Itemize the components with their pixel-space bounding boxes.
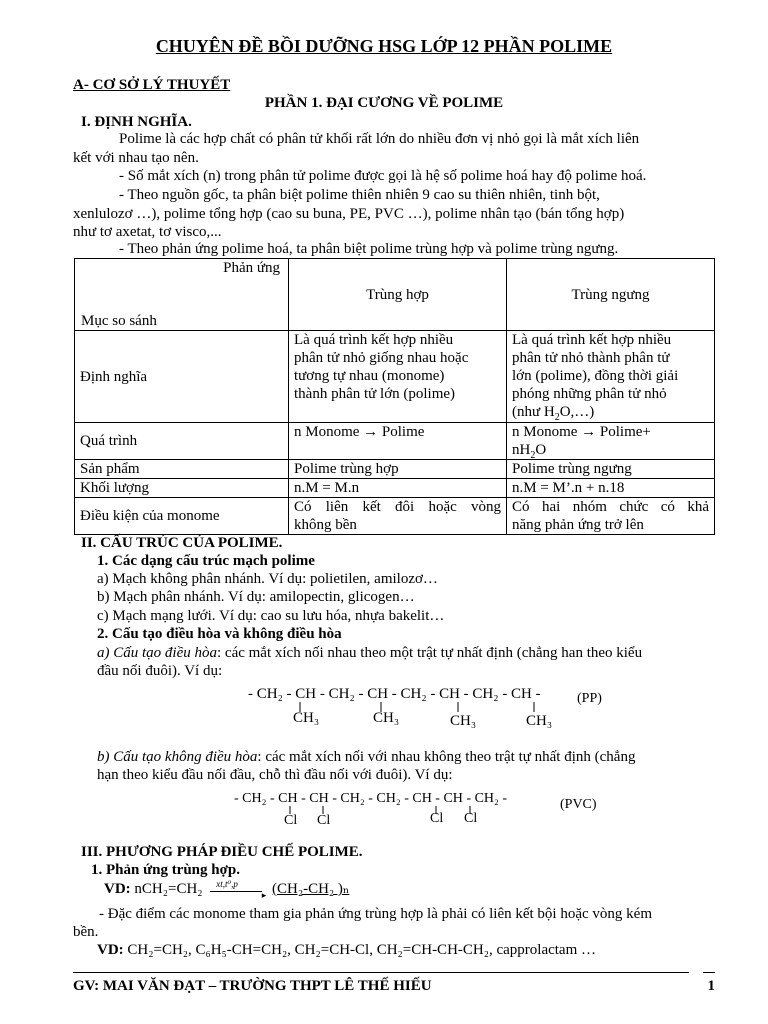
polymerization-example-1 (104, 880, 484, 906)
structure-item-linear: a) Mạch không phân nhánh. Ví dụ: polietilen, amilozơ… (97, 571, 438, 587)
cell-line: Là quá trình kết hợp nhiều (512, 332, 672, 348)
pvc-chain: - CH₂ - CH - CH - CH₂ - CH₂ - CH - CH - CH₂ - (234, 791, 508, 806)
regular-structure-line1 (97, 644, 739, 663)
irregular-structure-line1 (97, 748, 739, 767)
reaction-conditions: xt,t⁰,p (216, 879, 238, 889)
monomer-addition-cell (289, 498, 507, 535)
definition-addition-cell (289, 331, 507, 423)
structure-subheading-1: 1. Các dạng cấu trúc mạch polime (97, 553, 315, 569)
cell-line: phân tử nhỏ giống nhau hoặc (294, 350, 469, 366)
pvc-chlorine-2: Cl (317, 813, 331, 828)
arrow-shaft (210, 891, 262, 892)
example-label: VD: (97, 942, 124, 958)
corner-label-reaction: Phản ứng (223, 260, 280, 276)
pp-methyl-1: CH₃ (293, 710, 320, 726)
regular-structure-line2: đầu nối đuôi). Ví dụ: (97, 663, 223, 679)
pvc-structure-formula (226, 786, 626, 832)
pp-methyl-3: CH₃ (450, 713, 477, 729)
definition-condensation-cell (507, 331, 715, 423)
column-header-addition: Trùng hợp (289, 259, 507, 331)
document-title: CHUYÊN ĐỀ BỒI DƯỠNG HSG LỚP 12 PHẦN POLIME (155, 36, 613, 56)
pvc-chlorine-3: Cl (430, 811, 444, 826)
structure-subheading-2: 2. Cấu tạo điều hòa và không điều hòa (97, 626, 342, 642)
subscript: 2 (530, 450, 536, 461)
irregular-term: b) Cấu tạo không điều hòa (97, 749, 258, 765)
regular-description: : các mắt xích nối nhau theo một trật tự nhất định (chẳng han theo kiểu (217, 645, 643, 661)
monomer-condition-note-line2: bền. (73, 924, 99, 940)
pp-chain: - CH₂ - CH - CH₂ - CH - CH₂ - CH - CH₂ - CH - (248, 686, 541, 702)
reaction-classification-line: - Theo phản ứng polime hoá, ta phân biệt polime trùng hợp và polime trùng ngưng. (119, 241, 619, 257)
cell-line: tương tự nhau (monome) (294, 368, 445, 384)
cell-line: phân tử nhỏ thành phân tử (512, 350, 670, 366)
monomer-condition-note-line1: - Đặc điểm các monome tham gia phản ứng trùng hợp là phải có liên kết bội hoặc vòng kém (99, 906, 652, 922)
cell-line: Có liên kết đôi hoặc vòng (294, 499, 501, 515)
cell-line: thành phân tử lớn (polime) (294, 386, 456, 402)
mass-condensation-cell: n.M = M’.n + n.18 (507, 479, 715, 498)
column-header-condensation: Trùng ngưng (507, 259, 715, 331)
product-polyethylene: (CH₂-CH₂ )ₙ (272, 881, 350, 897)
table-row (75, 498, 715, 535)
pvc-chlorine-4: Cl (464, 811, 478, 826)
product-addition-cell: Polime trùng hợp (289, 460, 507, 479)
footer-divider-page (703, 972, 715, 973)
pp-methyl-4: CH₃ (526, 713, 553, 729)
table-row (75, 460, 715, 479)
row-label-product: Sản phẩm (75, 460, 289, 479)
subscript: 2 (554, 412, 560, 423)
cell-line: Là quá trình kết hợp nhiều (294, 332, 454, 348)
row-label-monomer-condition: Điều kiện của monome (75, 498, 289, 535)
origin-classification-line3: như tơ axetat, tơ visco,... (73, 224, 222, 240)
structure-heading: II. CẤU TRÚC CỦA POLIME. (81, 535, 283, 551)
origin-classification-line1: - Theo nguồn gốc, ta phân biệt polime thiên nhiên 9 cao su thiên nhiên, tinh bột, (119, 187, 600, 203)
table-row (75, 423, 715, 460)
cell-line: phóng những phân tử nhỏ (512, 386, 667, 402)
cell-line: n Monome → Polime+ (512, 424, 651, 440)
cell-line (512, 403, 709, 421)
table-corner-cell (75, 259, 289, 331)
structure-item-branched: b) Mạch phân nhánh. Ví dụ: amilopectin, glicogen… (97, 589, 415, 605)
definition-heading: I. ĐỊNH NGHĨA. (81, 114, 192, 130)
cell-text: O,…) (559, 404, 595, 420)
table-row (75, 479, 715, 498)
monomer-condensation-cell (507, 498, 715, 535)
pp-branch-bonds (300, 702, 534, 712)
cell-line: Có hai nhóm chức có khả (512, 499, 709, 515)
row-label-mass: Khối lượng (75, 479, 289, 498)
cell-line: năng phản ứng trở lên (512, 517, 644, 533)
irregular-description: : các mắt xích nối với nhau không theo trật tự nhất định (chẳng (257, 749, 636, 765)
cell-text: nH (512, 442, 531, 458)
preparation-heading: III. PHƯƠNG PHÁP ĐIỀU CHẾ POLIME. (81, 844, 363, 860)
structure-item-network: c) Mạch mạng lưới. Ví dụ: cao su lưu hóa, nhựa bakelit… (97, 608, 445, 624)
arrow-head: ▸ (261, 890, 267, 900)
monomer-examples: CH₂=CH₂, C₆H₅-CH=CH₂, CH₂=CH-Cl, CH₂=CH-CH-CH₂, capprolactam … (127, 942, 596, 958)
reaction-arrow (206, 880, 268, 899)
part-1-heading: PHẦN 1. ĐẠI CƯƠNG VỀ POLIME (264, 95, 504, 111)
process-addition-cell: n Monome → Polime (289, 423, 507, 460)
cell-line (512, 441, 709, 459)
cell-line: không bền (294, 517, 357, 533)
cell-text: (như H (512, 404, 555, 420)
mass-addition-cell: n.M = M.n (289, 479, 507, 498)
definition-paragraph-line2: kết với nhau tạo nên. (73, 150, 199, 166)
regular-term: a) Cấu tạo điều hòa (97, 645, 217, 661)
page-number: 1 (707, 978, 715, 994)
row-label-process: Quá trình (75, 423, 289, 460)
process-condensation-cell (507, 423, 715, 460)
pp-structure-formula (230, 682, 630, 732)
preparation-subheading-1: 1. Phản ứng trùng hợp. (91, 862, 241, 878)
pp-label: (PP) (577, 691, 602, 706)
irregular-structure-line2: hạn theo kiểu đầu nối đầu, chỗ thì đầu nối với đuôi). Ví dụ: (97, 767, 453, 783)
pp-methyl-2: CH₃ (373, 710, 400, 726)
comparison-table (74, 258, 715, 535)
degree-of-polymerization-line: - Số mắt xích (n) trong phân tử polime được gọi là hệ số polime hoá hay độ polime hoá. (119, 168, 647, 184)
cell-text: O (535, 442, 547, 458)
cell-line: lớn (polime), đồng thời giải (512, 368, 679, 384)
pvc-label: (PVC) (560, 797, 597, 812)
row-label-definition: Định nghĩa (75, 331, 289, 423)
corner-label-criteria: Mục so sánh (81, 313, 157, 329)
section-a-heading: A- CƠ SỞ LÝ THUYẾT (73, 77, 231, 93)
table-row (75, 331, 715, 423)
example-label: VD: (104, 881, 131, 897)
footer-divider (73, 972, 689, 973)
pvc-chlorine-1: Cl (284, 813, 298, 828)
footer-author: GV: MAI VĂN ĐẠT – TRƯỜNG THPT LÊ THẾ HIẾU (73, 978, 432, 994)
definition-paragraph-line1: Polime là các hợp chất có phân tử khối rất lớn do nhiều đơn vị nhỏ gọi là mắt xích liên (119, 131, 640, 147)
table-header-row (75, 259, 715, 331)
product-condensation-cell: Polime trùng ngưng (507, 460, 715, 479)
reactant-ethylene: nCH₂=CH₂ (134, 881, 203, 897)
polymerization-example-2 (97, 941, 739, 960)
origin-classification-line2: xenlulozơ …), polime tổng hợp (cao su buna, PE, PVC …), polime nhân tạo (bán tổng hợp) (73, 206, 625, 222)
